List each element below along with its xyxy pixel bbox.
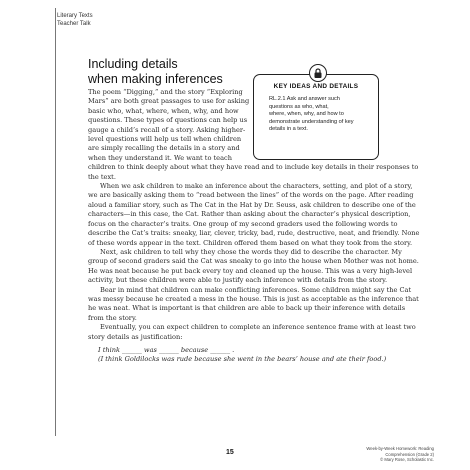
page-number: 15	[226, 449, 234, 456]
credit-line-1: Week-by-Week Homework: Reading Comprehension (Grade 2)	[366, 446, 434, 457]
section-title-line-2: when making inferences	[88, 72, 223, 86]
paragraph-1	[88, 88, 422, 182]
key-box-line: RL.2.1 Ask and answer such	[269, 96, 340, 102]
section-title-line-1: Including details	[88, 57, 178, 71]
body-text	[88, 88, 422, 365]
section-title	[88, 57, 223, 87]
key-box-line: details in a text.	[269, 126, 308, 133]
key-box-line: where, when, why, and how to	[269, 111, 344, 118]
keybox-spacer	[250, 88, 422, 154]
key-box-title: KEY IDEAS AND DETAILS	[273, 83, 359, 90]
sentence-frame: I think ______ was ______ because ______ .	[98, 345, 235, 354]
credit-line-2: © Mary Rose, Scholastic Inc.	[380, 457, 434, 462]
key-box-line: demonstrate understanding of key	[269, 118, 354, 125]
paragraph-1-text: The poem “Digging,” and the story “Exploring Mars” are both great passages to use for asking basic who, what, where, when, why, and how questions. These types of questions can help us gauge a child’s recall of a story. Asking higher-level questions will help us tell when children are simply recalling the details in a story and when they understand it. We want to teach children to think deeply about what they have read and to include key details in their responses to the text.	[88, 88, 419, 181]
key-lock-icon	[309, 64, 327, 82]
sentence-frames	[88, 346, 422, 365]
footer-credit	[344, 446, 434, 463]
running-head	[57, 12, 93, 28]
example-frame: (I think Goldilocks was rude because she went in the bears’ house and ate their food.)	[98, 355, 387, 364]
margin-rule	[55, 8, 56, 436]
key-box-line: questions as who, what,	[269, 103, 329, 110]
paragraph-3: Next, ask children to tell why they chose the words they did to describe the character. My group of second graders said the Cat was sneaky to go into the house when Mother was not home. He was neat because he put back every toy and cleaned up the house. This was a very high-level activity, but these children were able to justify each inference with details from the story.	[88, 247, 419, 285]
running-head-line-2: Teacher Talk	[57, 21, 91, 27]
paragraph-4: Bear in mind that children can make conflicting inferences. Some children might say the Cat was messy because he created a mess in the house. This is just as acceptable as the inference that he was neat. What is important is that children are able to back up their inference with details from the story.	[88, 285, 419, 322]
paragraph-2: When we ask children to make an inference about the characters, setting, and plot of a story, we are basically asking them to “read between the lines” of the words on the page. After reading aloud a familiar story, such as The Cat in the Hat by Dr. Seuss, ask children to describe one of the characters—in this case, the Cat. Rather than asking about the character’s physical description, focus on the character’s traits. One group of my second graders used the following words to describe the Cat’s traits: sneaky, liar, clever, tricky, bad, rude, destructive, neat, and friendly. None of these words appear in the text. Children offered them based on what they took from the story.	[88, 182, 420, 247]
paragraph-5: Eventually, you can expect children to complete an inference sentence frame with at least two story details as justification:	[88, 323, 416, 341]
running-head-line-1: Literary Texts	[57, 13, 93, 19]
